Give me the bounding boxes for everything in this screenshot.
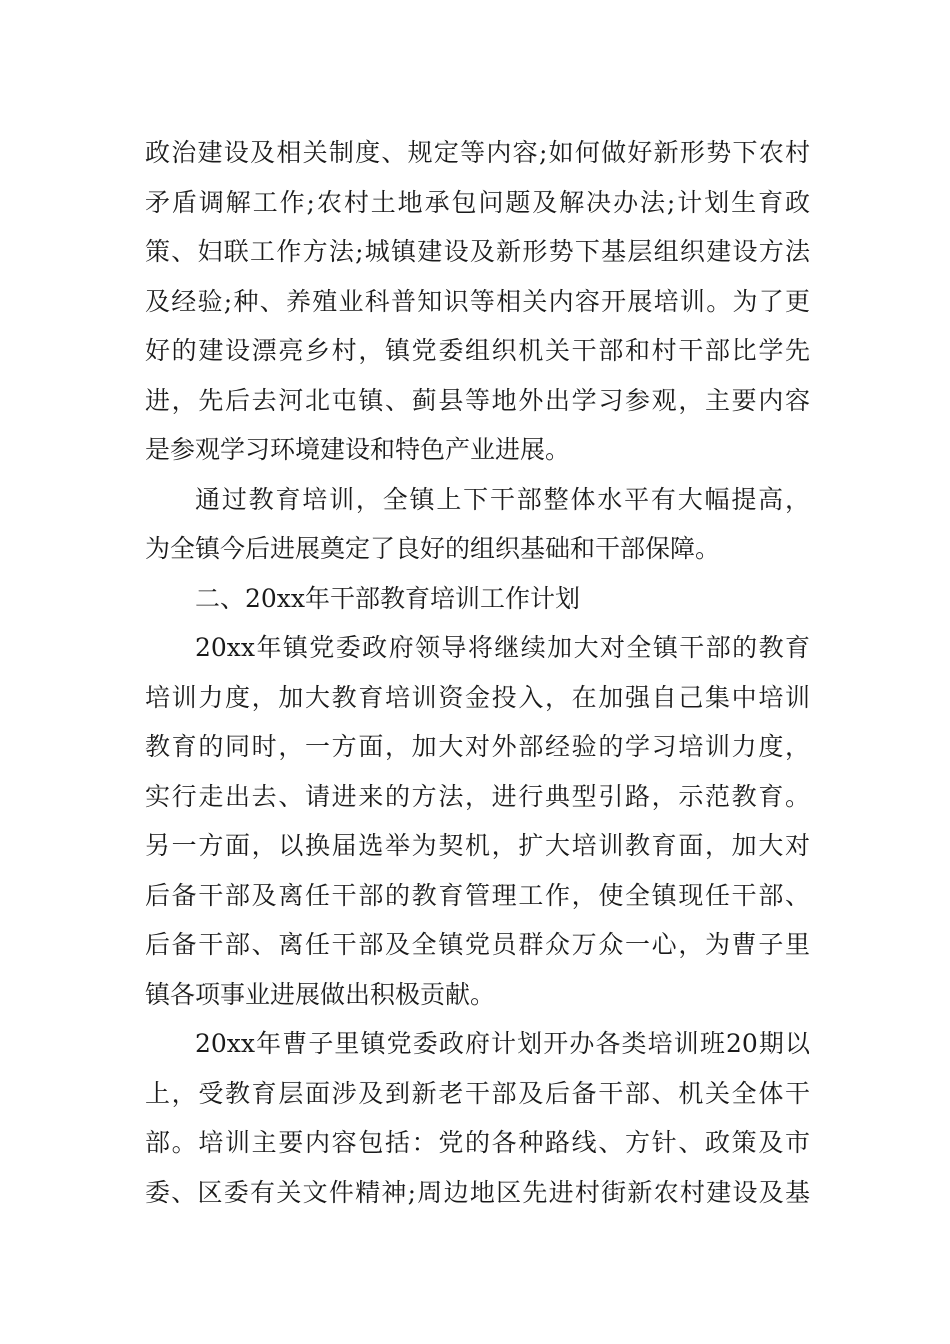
text-line: 另一方面，以换届选举为契机，扩大培训教育面，加大对	[145, 831, 810, 860]
text-line: 部。培训主要内容包括：党的各种路线、方针、政策及市	[145, 1128, 810, 1157]
section-heading: 二、20xx年干部教育培训工作计划	[195, 583, 581, 613]
document-body	[145, 128, 810, 1217]
text-line: 是参观学习环境建设和特色产业进展。	[145, 435, 571, 464]
text-line: 政治建设及相关制度、规定等内容;如何做好新形势下农村	[145, 138, 810, 167]
text-line: 及经验;种、养殖业科普知识等相关内容开展培训。为了更	[145, 286, 810, 316]
text-line: 后备干部、离任干部及全镇党员群众万众一心，为曹子里	[145, 930, 810, 959]
paragraph-start-line: 20xx年镇党委政府领导将继续加大对全镇干部的教育	[195, 633, 810, 662]
text-line: 镇各项事业进展做出积极贡献。	[145, 979, 496, 1009]
text-line: 实行走出去、请进来的方法，进行典型引路，示范教育。	[145, 781, 810, 811]
text-line: 矛盾调解工作;农村土地承包问题及解决办法;计划生育政	[145, 187, 810, 217]
text-line: 进，先后去河北屯镇、蓟县等地外出学习参观，主要内容	[145, 385, 810, 415]
text-line: 教育的同时，一方面，加大对外部经验的学习培训力度，	[145, 732, 810, 761]
text-line: 后备干部及离任干部的教育管理工作，使全镇现任干部、	[145, 880, 810, 910]
paragraph-start-line: 20xx年曹子里镇党委政府计划开办各类培训班20期以	[195, 1029, 810, 1058]
text-line: 为全镇今后进展奠定了良好的组织基础和干部保障。	[145, 534, 721, 563]
text-line: 好的建设漂亮乡村，镇党委组织机关干部和村干部比学先	[145, 336, 810, 365]
text-line: 策、妇联工作方法;城镇建设及新形势下基层组织建设方法	[145, 237, 810, 266]
text-line: 培训力度，加大教育培训资金投入，在加强自己集中培训	[145, 682, 810, 712]
text-line: 上，受教育层面涉及到新老干部及后备干部、机关全体干	[145, 1078, 810, 1108]
text-line: 委、区委有关文件精神;周边地区先进村街新农村建设及基	[145, 1177, 810, 1207]
paragraph-start-line: 通过教育培训，全镇上下干部整体水平有大幅提高，	[195, 484, 810, 514]
